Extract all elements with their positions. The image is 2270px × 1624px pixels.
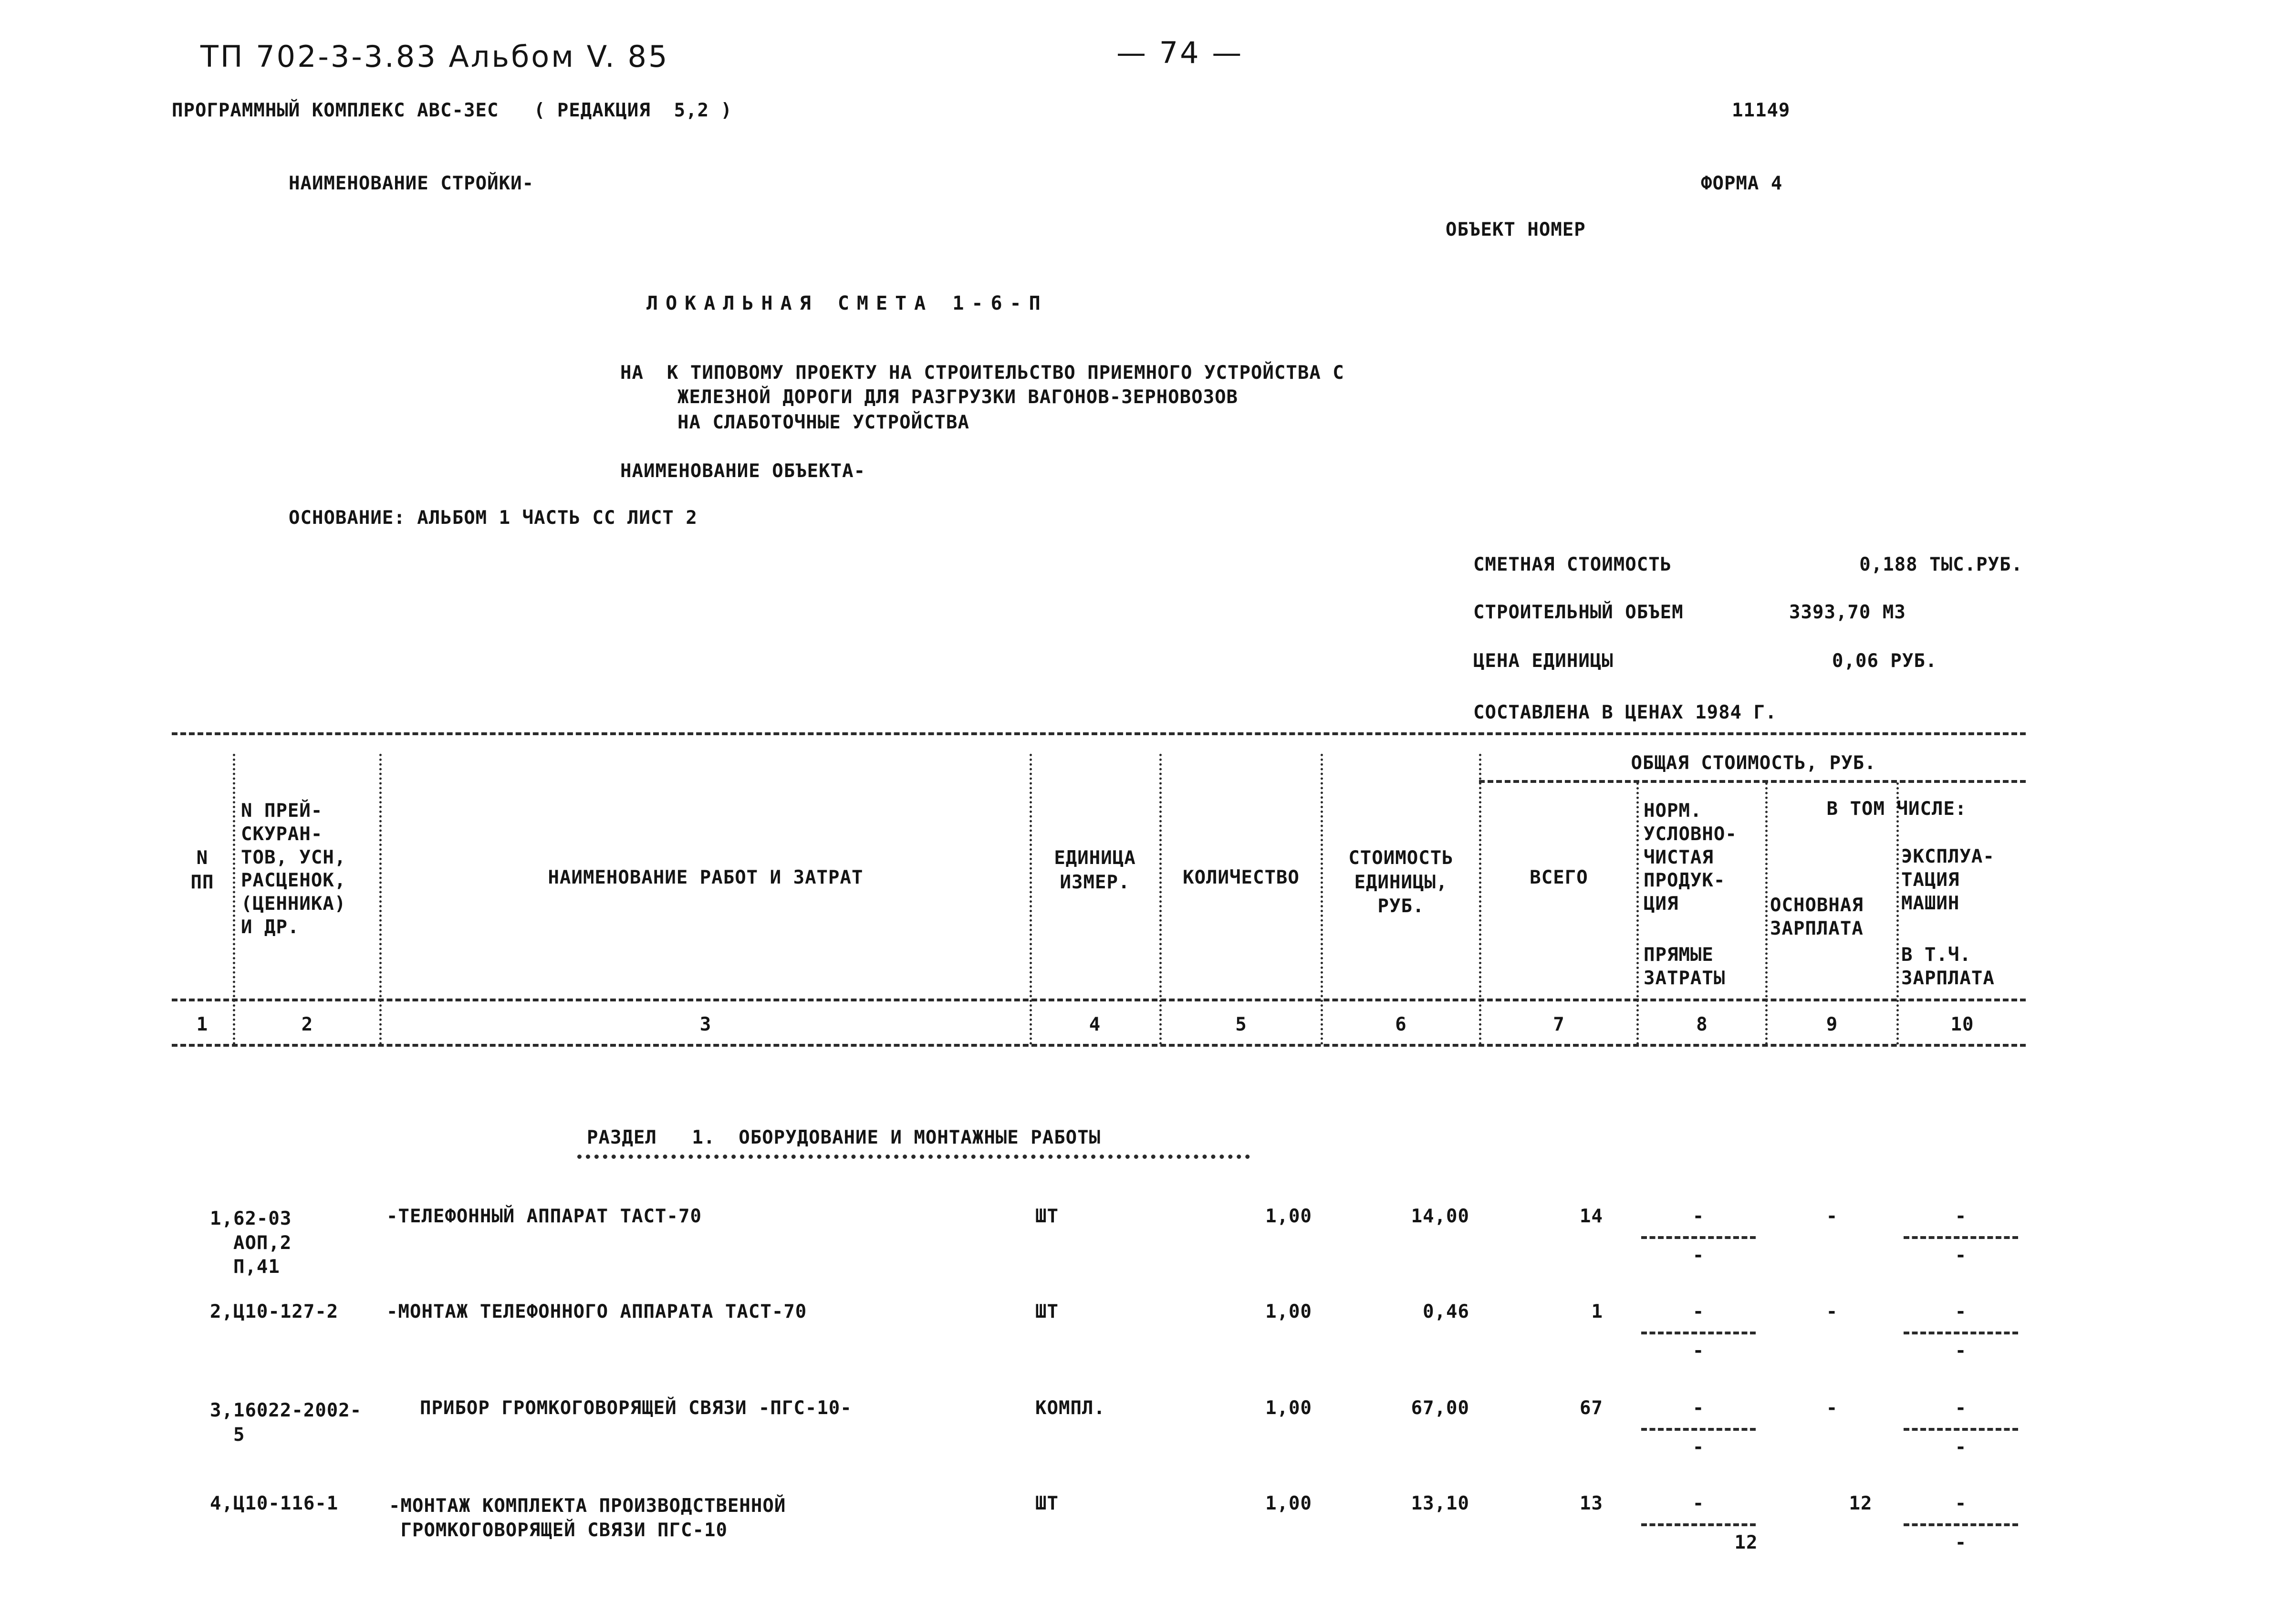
- column-divider: [1636, 782, 1639, 1045]
- col-number-1: 1: [196, 1014, 208, 1035]
- document-code: 11149: [1732, 100, 1791, 121]
- row-machine-salary: -: [1955, 1532, 1967, 1553]
- col-header-8a: НОРМ. УСЛОВНО- ЧИСТАЯ ПРОДУК- ЦИЯ: [1644, 800, 1737, 915]
- row-machine-operation: -: [1955, 1493, 1967, 1514]
- column-divider: [233, 754, 235, 1045]
- row-unit: ШТ: [1035, 1493, 1059, 1514]
- col-header-8b: ПРЯМЫЕ ЗАТРАТЫ: [1644, 944, 1726, 989]
- row-total: 13: [1580, 1493, 1603, 1514]
- cell-divider: [1641, 1523, 1756, 1526]
- summary-label-volume: СТРОИТЕЛЬНЫЙ ОБЪЕМ: [1473, 602, 1684, 623]
- col-header-including: В ТОМ ЧИСЛЕ:: [1826, 798, 1967, 820]
- row-machine-salary: -: [1955, 1340, 1967, 1362]
- row-machine-salary: -: [1955, 1437, 1967, 1458]
- col-number-10: 10: [1950, 1014, 1974, 1035]
- section-underline: [577, 1155, 1250, 1159]
- row-total: 1: [1591, 1301, 1603, 1322]
- col-number-3: 3: [699, 1014, 712, 1035]
- col-header-2: N ПРЕЙ- СКУРАН- ТОВ, УСН, РАСЦЕНОК, (ЦЕННИКА) И ДР.: [241, 800, 346, 938]
- cell-divider: [1904, 1332, 2018, 1334]
- col-header-10b: В Т.Ч. ЗАРПЛАТА: [1901, 944, 1995, 989]
- row-code: 2,Ц10-127-2: [210, 1301, 339, 1322]
- row-unit-price: 13,10: [1411, 1493, 1469, 1514]
- col-number-2: 2: [301, 1014, 313, 1035]
- summary-value-unit-price: 0,06 РУБ.: [1832, 650, 1937, 672]
- basis-line: ОСНОВАНИЕ: АЛЬБОМ 1 ЧАСТЬ СС ЛИСТ 2: [289, 507, 698, 529]
- col-header-4: ЕДИНИЦА ИЗМЕР.: [1054, 847, 1136, 893]
- row-net-product: -: [1692, 1397, 1705, 1419]
- row-code: 3,16022-2002- 5: [210, 1400, 362, 1446]
- estimate-title: ЛОКАЛЬНАЯ СМЕТА 1-6-П: [646, 292, 1048, 314]
- column-divider: [1479, 754, 1481, 1045]
- col-number-9: 9: [1826, 1014, 1838, 1035]
- row-net-product: -: [1692, 1206, 1705, 1227]
- row-machine-operation: -: [1955, 1206, 1967, 1227]
- cell-divider: [1904, 1428, 2018, 1431]
- col-number-5: 5: [1235, 1014, 1247, 1035]
- row-quantity: 1,00: [1265, 1206, 1312, 1227]
- price-basis: СОСТАВЛЕНА В ЦЕНАХ 1984 Г.: [1473, 702, 1777, 723]
- purpose-line-2: ЖЕЛЕЗНОЙ ДОРОГИ ДЛЯ РАЗГРУЗКИ ВАГОНОВ-ЗЕРНОВОЗОВ: [677, 386, 1239, 408]
- row-total: 14: [1580, 1206, 1603, 1227]
- row-base-salary: -: [1826, 1206, 1838, 1227]
- row-direct-costs: -: [1692, 1437, 1705, 1458]
- row-unit-price: 67,00: [1411, 1397, 1469, 1419]
- total-group-rule: [1479, 780, 2026, 783]
- row-name: ПРИБОР ГРОМКОГОВОРЯЩЕЙ СВЯЗИ -ПГС-10-: [420, 1397, 852, 1419]
- cell-divider: [1641, 1236, 1756, 1239]
- cell-divider: [1904, 1523, 2018, 1526]
- col-header-5: КОЛИЧЕСТВО: [1183, 867, 1300, 888]
- row-base-salary: 12: [1849, 1493, 1873, 1514]
- row-quantity: 1,00: [1265, 1493, 1312, 1514]
- row-unit: ШТ: [1035, 1301, 1059, 1322]
- purpose-line-3: НА СЛАБОТОЧНЫЕ УСТРОЙСТВА: [677, 412, 969, 433]
- cell-divider: [1641, 1332, 1756, 1334]
- row-net-product: -: [1692, 1493, 1705, 1514]
- row-quantity: 1,00: [1265, 1397, 1312, 1419]
- row-base-salary: -: [1826, 1397, 1838, 1419]
- summary-value-cost: 0,188 ТЫС.РУБ.: [1859, 554, 2023, 575]
- table-top-rule: [172, 732, 2026, 735]
- row-name: -МОНТАЖ ТЕЛЕФОННОГО АППАРАТА ТАСТ-70: [386, 1301, 807, 1322]
- row-machine-operation: -: [1955, 1301, 1967, 1322]
- row-base-salary: -: [1826, 1301, 1838, 1322]
- summary-label-cost: СМЕТНАЯ СТОИМОСТЬ: [1473, 554, 1672, 575]
- page-number: — 74 —: [1116, 35, 1244, 70]
- row-unit-price: 0,46: [1423, 1301, 1469, 1322]
- row-unit-price: 14,00: [1411, 1206, 1469, 1227]
- section-title: РАЗДЕЛ 1. ОБОРУДОВАНИЕ И МОНТАЖНЫЕ РАБОТЫ: [587, 1127, 1101, 1148]
- object-number: ОБЪЕКТ НОМЕР: [1446, 219, 1586, 240]
- row-net-product: -: [1692, 1301, 1705, 1322]
- col-number-6: 6: [1395, 1014, 1407, 1035]
- row-code: 1,62-03 АОП,2 П,41: [210, 1208, 292, 1278]
- row-direct-costs: -: [1692, 1245, 1705, 1266]
- row-name: -МОНТАЖ КОМПЛЕКТА ПРОИЗВОДСТВЕННОЙ ГРОМКОГОВОРЯЩЕЙ СВЯЗИ ПГС-10: [389, 1495, 786, 1541]
- row-unit: ШТ: [1035, 1206, 1059, 1227]
- row-machine-operation: -: [1955, 1397, 1967, 1419]
- handwritten-reference: ТП 702-3-3.83 Альбом V. 85: [200, 39, 669, 74]
- col-number-4: 4: [1089, 1014, 1101, 1035]
- col-number-8: 8: [1696, 1014, 1708, 1035]
- col-header-total-group: ОБЩАЯ СТОИМОСТЬ, РУБ.: [1631, 752, 1876, 774]
- col-header-6: СТОИМОСТЬ ЕДИНИЦЫ, РУБ.: [1348, 847, 1454, 917]
- summary-label-unit-price: ЦЕНА ЕДИНИЦЫ: [1473, 650, 1614, 672]
- summary-value-volume: 3393,70 М3: [1789, 602, 1906, 623]
- col-header-3: НАИМЕНОВАНИЕ РАБОТ И ЗАТРАТ: [548, 867, 864, 888]
- column-divider: [1896, 782, 1899, 1045]
- column-divider: [1765, 782, 1768, 1045]
- row-total: 67: [1580, 1397, 1603, 1419]
- col-number-7: 7: [1553, 1014, 1565, 1035]
- object-name: НАИМЕНОВАНИЕ ОБЪЕКТА-: [620, 460, 866, 482]
- row-quantity: 1,00: [1265, 1301, 1312, 1322]
- numbers-bottom-rule: [172, 1044, 2026, 1047]
- row-name: -ТЕЛЕФОННЫЙ АППАРАТ ТАСТ-70: [386, 1206, 702, 1227]
- program-line: ПРОГРАММНЫЙ КОМПЛЕКС АВС-3ЕС ( РЕДАКЦИЯ 5,2 ): [172, 100, 733, 121]
- column-divider: [379, 754, 382, 1045]
- row-machine-salary: -: [1955, 1245, 1967, 1266]
- col-header-10a: ЭКСПЛУА- ТАЦИЯ МАШИН: [1901, 846, 1995, 914]
- purpose-line-1: НА К ТИПОВОМУ ПРОЕКТУ НА СТРОИТЕЛЬСТВО ПРИЕМНОГО УСТРОЙСТВА С: [620, 362, 1344, 384]
- construction-name: НАИМЕНОВАНИЕ СТРОЙКИ-: [289, 173, 534, 194]
- col-header-1: N ПП: [190, 847, 214, 893]
- col-header-9: ОСНОВНАЯ ЗАРПЛАТА: [1770, 895, 1864, 939]
- col-header-7: ВСЕГО: [1530, 867, 1588, 888]
- cell-divider: [1641, 1428, 1756, 1431]
- cell-divider: [1904, 1236, 2018, 1239]
- header-bottom-rule: [172, 999, 2026, 1001]
- row-direct-costs: -: [1692, 1340, 1705, 1362]
- column-divider: [1159, 754, 1162, 1045]
- row-unit: КОМПЛ.: [1035, 1397, 1105, 1419]
- column-divider: [1030, 754, 1032, 1045]
- row-direct-costs: 12: [1734, 1532, 1758, 1553]
- form-number: ФОРМА 4: [1701, 173, 1783, 194]
- row-code: 4,Ц10-116-1: [210, 1493, 339, 1514]
